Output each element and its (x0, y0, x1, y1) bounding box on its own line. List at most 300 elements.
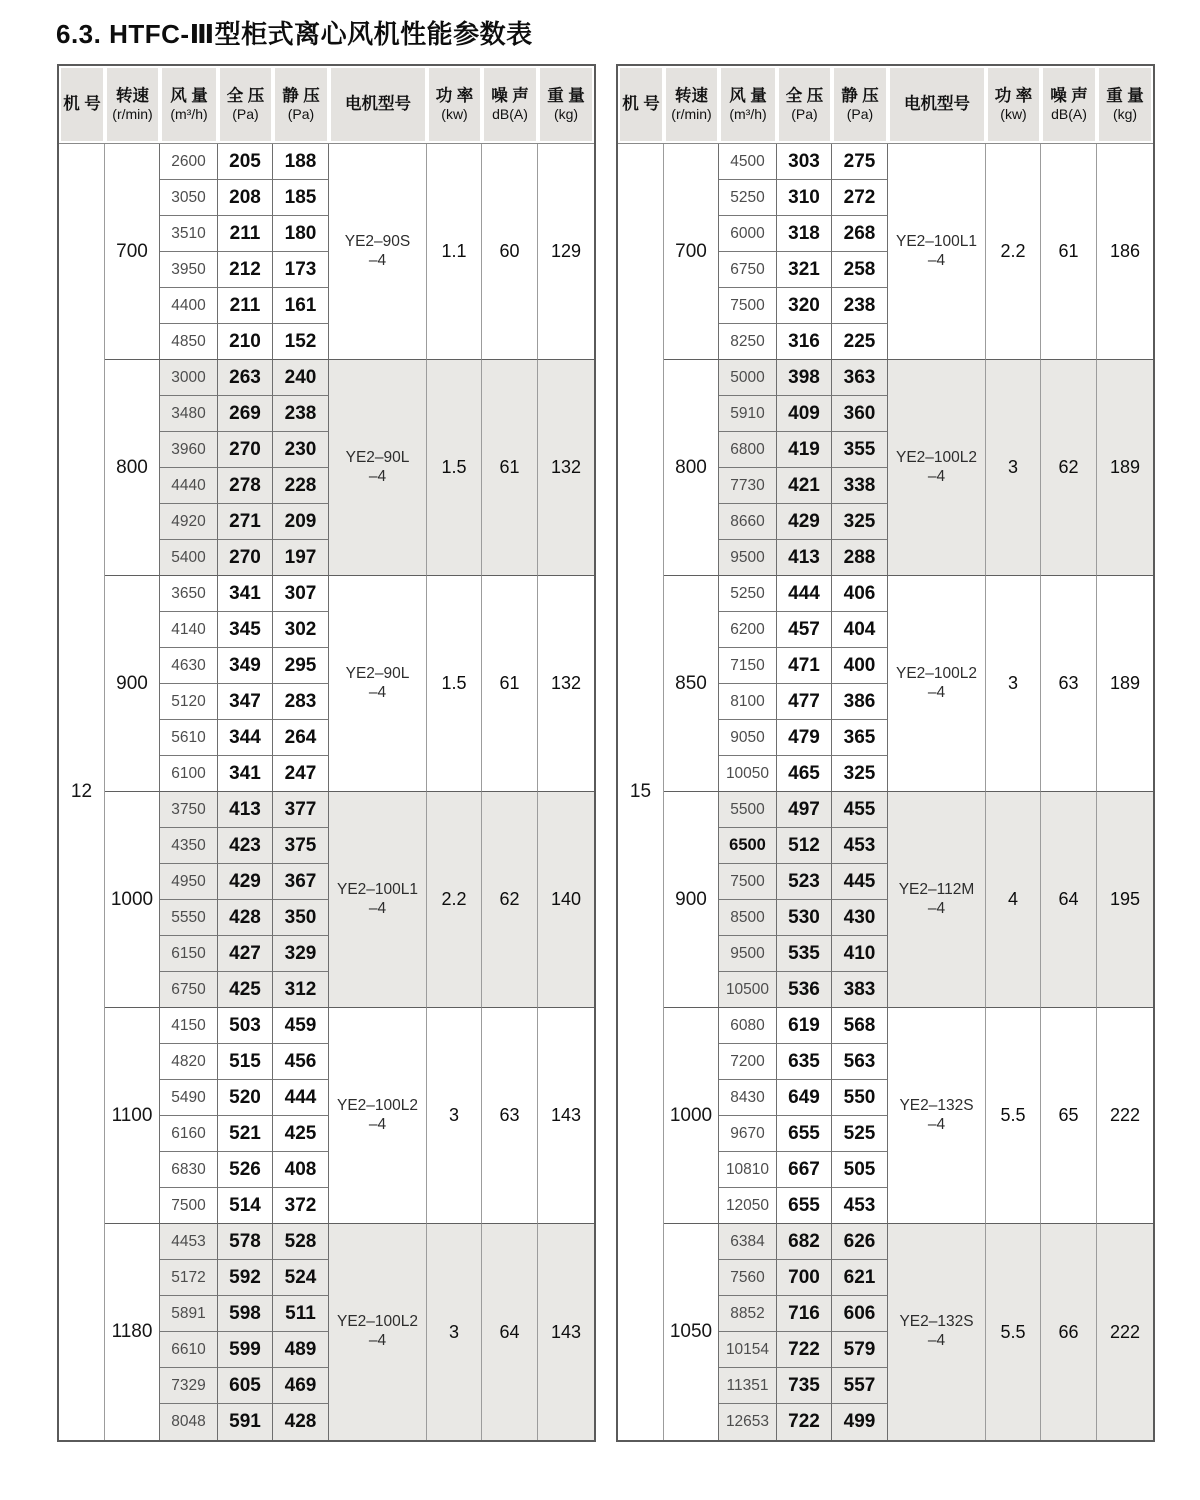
motor-model-cell (329, 1224, 427, 1440)
static-pressure-value: 499 (843, 1411, 876, 1432)
flow-value: 6080 (730, 1016, 765, 1034)
static-pressure-value: 377 (284, 798, 317, 820)
static-pressure-cell (832, 396, 888, 432)
total-pressure-cell (777, 1296, 832, 1332)
motor-model-cell (888, 576, 986, 792)
flow-value: 5500 (730, 800, 765, 818)
flow-cell (160, 1188, 218, 1224)
noise-cell (482, 576, 538, 792)
motor-model-line2: –4 (368, 467, 387, 485)
motor-model-line2: –4 (927, 467, 946, 485)
total-pressure-cell (218, 864, 273, 900)
flow-value: 3960 (171, 440, 206, 458)
power-cell (986, 792, 1041, 1008)
flow-cell (719, 1224, 777, 1260)
motor-model-line1: YE2–132S (899, 1096, 974, 1114)
total-pressure-cell (777, 252, 832, 288)
static-pressure-cell (832, 468, 888, 504)
static-pressure-cell (273, 468, 329, 504)
total-pressure-value: 344 (229, 726, 261, 748)
static-pressure-cell (273, 972, 329, 1008)
total-pressure-value: 578 (229, 1230, 261, 1252)
flow-cell (719, 1188, 777, 1224)
power-value: 5.5 (1000, 1105, 1026, 1125)
total-pressure-cell (218, 1368, 273, 1404)
static-pressure-value: 272 (843, 186, 876, 208)
flow-value: 3950 (171, 260, 206, 278)
total-pressure-value: 520 (229, 1086, 261, 1108)
header-label-machine: 机 号 (63, 95, 101, 114)
static-pressure-value: 621 (843, 1266, 876, 1288)
total-pressure-value: 278 (229, 474, 261, 496)
speed-value: 850 (675, 672, 707, 694)
static-pressure-value: 408 (284, 1158, 317, 1180)
motor-model-line2: –4 (368, 251, 387, 269)
flow-value: 4150 (171, 1016, 206, 1034)
flow-value: 7500 (171, 1196, 206, 1214)
static-pressure-value: 173 (284, 258, 317, 280)
flow-value: 6500 (729, 836, 766, 854)
flow-value: 4850 (171, 332, 206, 350)
header-cell-speed (664, 66, 719, 144)
flow-cell (719, 756, 777, 792)
flow-cell (719, 1116, 777, 1152)
motor-model-line2: –4 (927, 251, 946, 269)
static-pressure-value: 425 (284, 1122, 317, 1144)
total-pressure-value: 526 (229, 1158, 261, 1180)
total-pressure-cell (777, 432, 832, 468)
header-box-motor (890, 68, 984, 141)
total-pressure-value: 530 (788, 906, 820, 928)
static-pressure-cell (273, 252, 329, 288)
total-pressure-value: 635 (788, 1050, 820, 1072)
static-pressure-cell (273, 720, 329, 756)
header-label-static_pressure: 静 压 (282, 86, 320, 105)
total-pressure-value: 598 (229, 1302, 261, 1324)
flow-cell (719, 1296, 777, 1332)
total-pressure-value: 605 (229, 1374, 261, 1396)
machine-no-value: 15 (629, 781, 652, 802)
header-label-noise: 噪 声 (491, 86, 529, 105)
header-unit-weight: (kg) (1112, 105, 1138, 122)
power-value: 1.1 (441, 241, 467, 261)
flow-value: 5490 (171, 1088, 206, 1106)
machine-no-cell (618, 144, 664, 1440)
static-pressure-cell (273, 828, 329, 864)
static-pressure-cell (832, 1008, 888, 1044)
flow-cell (160, 1332, 218, 1368)
flow-value: 4820 (171, 1052, 206, 1070)
flow-cell (719, 612, 777, 648)
total-pressure-value: 591 (229, 1411, 261, 1432)
flow-value: 4350 (171, 836, 206, 854)
total-pressure-value: 655 (788, 1122, 820, 1144)
total-pressure-value: 398 (788, 366, 820, 388)
flow-value: 5891 (171, 1304, 206, 1322)
power-cell (427, 1008, 482, 1224)
header-unit-noise: dB(A) (492, 105, 528, 122)
flow-value: 7500 (730, 296, 765, 314)
flow-value: 5172 (171, 1268, 206, 1286)
total-pressure-cell (218, 144, 273, 180)
weight-cell (538, 144, 594, 360)
total-pressure-cell (777, 1152, 832, 1188)
static-pressure-cell (832, 612, 888, 648)
total-pressure-value: 423 (229, 834, 261, 856)
static-pressure-cell (273, 648, 329, 684)
weight-cell (1097, 576, 1153, 792)
power-cell (427, 1224, 482, 1440)
total-pressure-value: 303 (788, 150, 820, 172)
static-pressure-cell (832, 720, 888, 756)
header-box-speed (666, 68, 717, 141)
weight-cell (1097, 792, 1153, 1008)
header-label-motor: 电机型号 (904, 95, 970, 114)
flow-cell (719, 900, 777, 936)
static-pressure-cell (273, 360, 329, 396)
total-pressure-value: 318 (788, 222, 820, 244)
total-pressure-value: 341 (229, 582, 261, 604)
total-pressure-cell (218, 684, 273, 720)
header-cell-noise (1041, 66, 1097, 144)
total-pressure-value: 716 (788, 1302, 820, 1324)
static-pressure-value: 563 (843, 1050, 876, 1072)
total-pressure-cell (218, 1116, 273, 1152)
flow-value: 3750 (171, 800, 206, 818)
static-pressure-value: 365 (843, 726, 876, 748)
flow-cell (160, 360, 218, 396)
flow-value: 6800 (730, 440, 765, 458)
static-pressure-value: 295 (284, 654, 317, 676)
static-pressure-cell (273, 180, 329, 216)
static-pressure-value: 288 (843, 546, 876, 568)
total-pressure-cell (777, 828, 832, 864)
static-pressure-value: 410 (843, 942, 876, 964)
flow-cell (719, 540, 777, 576)
weight-cell (538, 360, 594, 576)
flow-value: 3650 (171, 584, 206, 602)
motor-model-line2: –4 (927, 1332, 946, 1349)
header-cell-machine (618, 66, 664, 144)
header-cell-total_pressure (218, 66, 273, 144)
static-pressure-cell (832, 288, 888, 324)
flow-value: 3480 (171, 404, 206, 422)
static-pressure-cell (832, 1044, 888, 1080)
total-pressure-cell (218, 1044, 273, 1080)
motor-model-line1: YE2–90S (344, 232, 411, 250)
header-cell-weight (538, 66, 594, 144)
flow-value: 4950 (171, 872, 206, 890)
total-pressure-cell (218, 936, 273, 972)
static-pressure-cell (832, 504, 888, 540)
total-pressure-cell (777, 1260, 832, 1296)
weight-value: 189 (1109, 457, 1141, 477)
flow-value: 6610 (171, 1340, 206, 1358)
flow-cell (719, 324, 777, 360)
header-label-weight: 重 量 (1106, 86, 1144, 105)
flow-value: 12653 (725, 1413, 770, 1430)
total-pressure-cell (218, 324, 273, 360)
static-pressure-value: 525 (843, 1122, 876, 1144)
flow-value: 6384 (730, 1232, 765, 1250)
power-cell (986, 144, 1041, 360)
header-unit-flow: (m³/h) (729, 105, 767, 122)
total-pressure-cell (777, 504, 832, 540)
header-label-motor: 电机型号 (345, 95, 411, 114)
static-pressure-cell (273, 1296, 329, 1332)
static-pressure-value: 606 (843, 1302, 876, 1324)
flow-value: 4400 (171, 296, 206, 314)
weight-cell (538, 792, 594, 1008)
static-pressure-value: 312 (284, 978, 317, 1000)
flow-cell (719, 792, 777, 828)
motor-model-cell (888, 792, 986, 1008)
flow-value: 8852 (730, 1304, 765, 1322)
total-pressure-cell (218, 468, 273, 504)
weight-cell (1097, 360, 1153, 576)
flow-cell (719, 1332, 777, 1368)
static-pressure-cell (832, 1332, 888, 1368)
header-unit-static_pressure: (Pa) (287, 105, 315, 122)
total-pressure-value: 212 (229, 258, 261, 280)
static-pressure-value: 363 (843, 366, 876, 388)
motor-model-line1: YE2–100L2 (336, 1096, 419, 1114)
total-pressure-cell (777, 216, 832, 252)
total-pressure-cell (777, 1044, 832, 1080)
header-unit-noise: dB(A) (1051, 105, 1087, 122)
header-cell-power (427, 66, 482, 144)
flow-value: 5400 (171, 548, 206, 566)
flow-value: 6830 (171, 1160, 206, 1178)
noise-cell (482, 792, 538, 1008)
noise-value: 61 (499, 457, 520, 477)
flow-value: 10154 (725, 1340, 770, 1358)
flow-value: 7730 (730, 476, 765, 494)
motor-model-cell (329, 576, 427, 792)
static-pressure-value: 489 (284, 1338, 317, 1360)
static-pressure-cell (273, 432, 329, 468)
header-label-noise: 噪 声 (1050, 86, 1088, 105)
power-cell (427, 792, 482, 1008)
total-pressure-cell (777, 468, 832, 504)
header-cell-total_pressure (777, 66, 832, 144)
total-pressure-cell (218, 756, 273, 792)
static-pressure-value: 325 (843, 762, 876, 784)
static-pressure-value: 428 (284, 1411, 317, 1432)
header-box-total_pressure (779, 68, 830, 141)
weight-cell (538, 576, 594, 792)
static-pressure-value: 528 (284, 1230, 317, 1252)
flow-value: 8048 (171, 1413, 206, 1430)
static-pressure-cell (832, 216, 888, 252)
total-pressure-cell (777, 648, 832, 684)
flow-value: 7500 (730, 872, 765, 890)
total-pressure-value: 211 (229, 222, 261, 244)
static-pressure-value: 185 (284, 186, 317, 208)
speed-cell (664, 576, 719, 792)
header-unit-power: (kw) (1000, 105, 1027, 122)
total-pressure-value: 722 (788, 1338, 820, 1360)
motor-model-line2: –4 (368, 899, 387, 917)
static-pressure-value: 247 (284, 762, 317, 784)
total-pressure-value: 413 (788, 546, 820, 568)
power-value: 3 (1007, 457, 1018, 477)
flow-value: 3510 (171, 224, 206, 242)
total-pressure-value: 208 (229, 186, 261, 208)
noise-value: 61 (499, 673, 520, 693)
weight-cell (538, 1224, 594, 1440)
motor-model-line2: –4 (927, 899, 946, 917)
header-cell-static_pressure (273, 66, 329, 144)
total-pressure-value: 599 (229, 1338, 261, 1360)
static-pressure-cell (832, 936, 888, 972)
total-pressure-value: 444 (788, 582, 820, 604)
static-pressure-value: 197 (284, 546, 317, 568)
flow-value: 9500 (730, 548, 765, 566)
static-pressure-value: 188 (284, 150, 317, 172)
total-pressure-cell (218, 180, 273, 216)
flow-cell (719, 360, 777, 396)
static-pressure-cell (832, 1296, 888, 1332)
speed-value: 1100 (111, 1104, 153, 1126)
power-cell (986, 576, 1041, 792)
tables-wrapper (57, 64, 1155, 1442)
speed-value: 900 (675, 888, 707, 910)
power-value: 3 (448, 1321, 459, 1342)
motor-model-line1: YE2–132S (899, 1313, 974, 1331)
weight-value: 140 (550, 889, 582, 909)
header-box-noise (1043, 68, 1095, 141)
noise-value: 63 (1058, 673, 1079, 693)
noise-cell (1041, 360, 1097, 576)
static-pressure-cell (273, 1152, 329, 1188)
static-pressure-value: 209 (284, 510, 317, 532)
flow-cell (719, 576, 777, 612)
static-pressure-value: 459 (284, 1014, 317, 1036)
total-pressure-value: 477 (788, 690, 820, 712)
static-pressure-value: 557 (843, 1374, 876, 1396)
speed-value: 800 (675, 456, 707, 478)
static-pressure-value: 386 (843, 690, 876, 712)
header-label-speed: 转速 (675, 86, 708, 105)
total-pressure-value: 521 (229, 1122, 261, 1144)
noise-cell (482, 144, 538, 360)
power-value: 2.2 (1000, 241, 1026, 261)
motor-model-line1: YE2–100L2 (895, 448, 978, 466)
speed-cell (105, 576, 160, 792)
flow-cell (719, 1368, 777, 1404)
total-pressure-value: 515 (229, 1050, 261, 1072)
static-pressure-cell (832, 900, 888, 936)
speed-value: 900 (116, 672, 148, 694)
motor-model-line1: YE2–112M (898, 880, 975, 898)
flow-value: 5910 (730, 404, 765, 422)
static-pressure-cell (273, 396, 329, 432)
flow-cell (160, 540, 218, 576)
total-pressure-cell (218, 540, 273, 576)
static-pressure-value: 367 (284, 870, 317, 892)
static-pressure-value: 430 (843, 906, 876, 928)
flow-cell (160, 792, 218, 828)
total-pressure-cell (777, 1404, 832, 1440)
total-pressure-cell (218, 612, 273, 648)
header-unit-static_pressure: (Pa) (846, 105, 874, 122)
header-cell-motor (888, 66, 986, 144)
static-pressure-cell (832, 432, 888, 468)
total-pressure-cell (777, 972, 832, 1008)
static-pressure-cell (832, 864, 888, 900)
page-title: 6.3. HTFC-Ⅲ型柜式离心风机性能参数表 (56, 19, 533, 49)
total-pressure-cell (777, 612, 832, 648)
total-pressure-cell (218, 1224, 273, 1260)
flow-cell (719, 504, 777, 540)
weight-value: 222 (1109, 1105, 1141, 1125)
static-pressure-cell (832, 792, 888, 828)
flow-value: 7329 (171, 1376, 206, 1394)
static-pressure-value: 404 (843, 618, 876, 640)
flow-cell (160, 864, 218, 900)
header-label-power: 功 率 (994, 86, 1033, 105)
total-pressure-cell (218, 1008, 273, 1044)
header-unit-total_pressure: (Pa) (232, 105, 259, 122)
static-pressure-cell (273, 1260, 329, 1296)
flow-value: 8430 (730, 1088, 765, 1106)
static-pressure-value: 268 (843, 222, 876, 244)
static-pressure-value: 230 (284, 438, 317, 460)
static-pressure-cell (832, 1224, 888, 1260)
flow-cell (160, 756, 218, 792)
noise-value: 64 (499, 1321, 520, 1342)
static-pressure-cell (832, 972, 888, 1008)
static-pressure-value: 375 (284, 834, 317, 856)
flow-value: 7150 (730, 656, 765, 674)
static-pressure-value: 355 (843, 438, 876, 460)
flow-cell (719, 720, 777, 756)
total-pressure-value: 347 (229, 690, 261, 712)
flow-cell (719, 252, 777, 288)
flow-cell (160, 1080, 218, 1116)
machine-no-cell (59, 144, 105, 1440)
flow-cell (160, 180, 218, 216)
total-pressure-value: 321 (788, 258, 820, 280)
static-pressure-cell (273, 1044, 329, 1080)
static-pressure-value: 238 (843, 294, 876, 316)
total-pressure-value: 271 (229, 510, 261, 532)
total-pressure-cell (777, 864, 832, 900)
motor-model-cell (888, 360, 986, 576)
weight-cell (1097, 1008, 1153, 1224)
flow-cell (719, 1404, 777, 1440)
total-pressure-value: 497 (788, 798, 820, 820)
weight-value: 132 (550, 457, 582, 477)
header-label-total_pressure: 全 压 (226, 86, 265, 105)
flow-value: 4500 (730, 152, 765, 170)
total-pressure-cell (777, 936, 832, 972)
total-pressure-value: 682 (788, 1230, 820, 1252)
total-pressure-value: 649 (788, 1086, 820, 1108)
total-pressure-value: 409 (788, 402, 820, 424)
power-value: 3 (1007, 673, 1018, 693)
static-pressure-value: 383 (843, 978, 876, 1000)
static-pressure-value: 238 (284, 402, 317, 424)
power-value: 1.5 (441, 673, 467, 693)
weight-value: 143 (550, 1321, 582, 1342)
noise-value: 63 (499, 1105, 520, 1125)
header-box-weight (1099, 68, 1151, 141)
total-pressure-cell (218, 504, 273, 540)
flow-cell (719, 864, 777, 900)
speed-value: 700 (675, 240, 707, 262)
